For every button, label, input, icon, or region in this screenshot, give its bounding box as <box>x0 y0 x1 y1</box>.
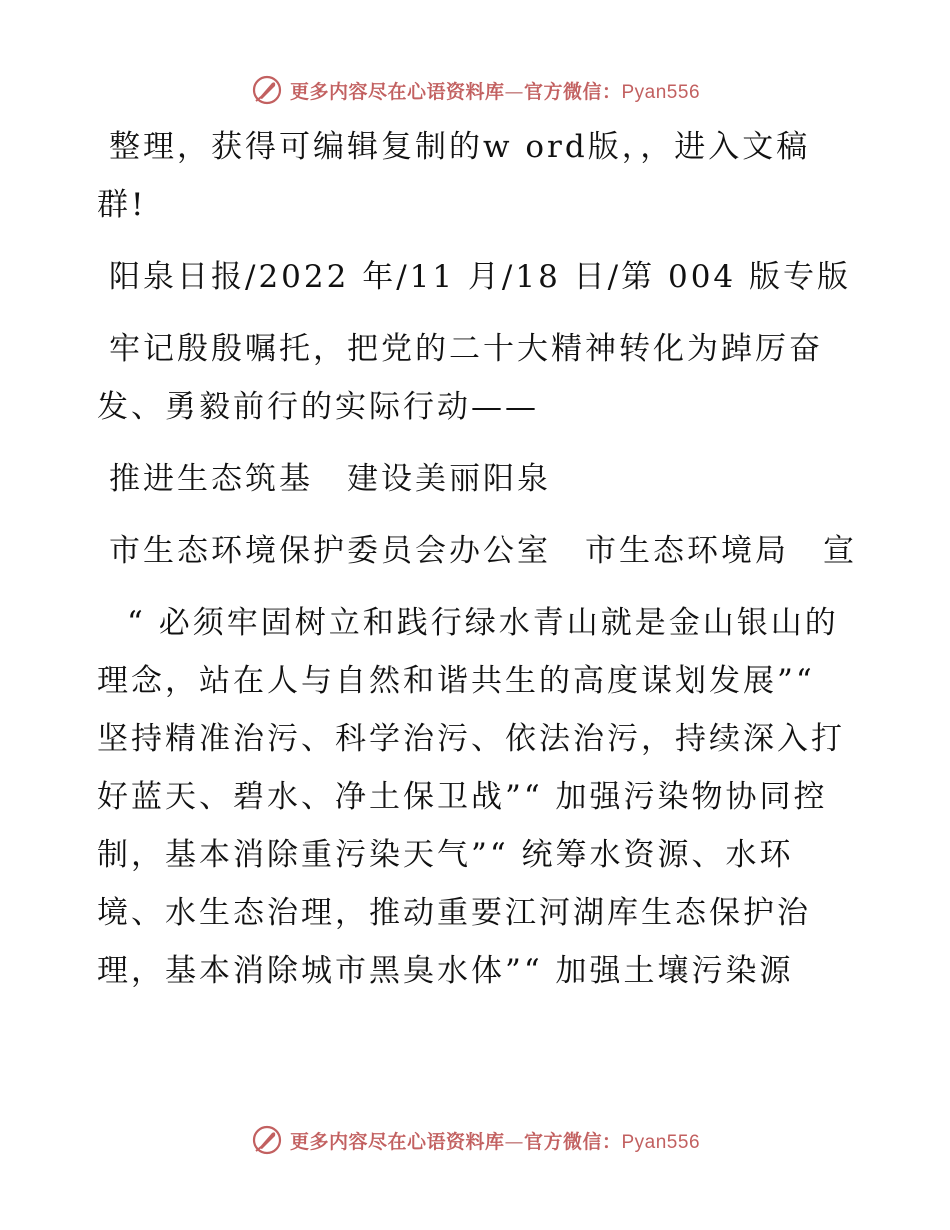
paragraph-intro: 整理，获得可编辑复制的w ord版，，进入文稿群! <box>97 129 811 223</box>
watermark-separator: — <box>504 80 524 103</box>
watermark-suffix: 官方微信： <box>523 80 622 103</box>
watermark-account: Pyan556 <box>621 81 701 103</box>
watermark-suffix: 官方微信： <box>523 1130 622 1153</box>
paragraph-headline: 推进生态筑基 建设美丽阳泉 <box>109 461 551 497</box>
paragraph-headline-kicker: 牢记殷殷嘱托，把党的二十大精神转化为踔厉奋发、勇毅前行的实际行动—— <box>97 331 823 425</box>
quill-pen-logo-icon <box>250 73 284 107</box>
watermark-text <box>290 1127 700 1154</box>
watermark-separator: — <box>504 1130 524 1153</box>
document-body <box>97 118 857 1014</box>
watermark-brand: 更多内容尽在心语资料库 <box>289 80 505 103</box>
quill-pen-logo-icon <box>250 1123 284 1157</box>
header-watermark <box>0 70 950 110</box>
watermark-text <box>290 77 700 104</box>
paragraph-body: “ 必须牢固树立和践行绿水青山就是金山银山的理念，站在人与自然和谐共生的高度谋划发展”“ 坚持精准治污、科学治污、依法治污，持续深入打好蓝天、碧水、净土保卫战”“ 加强污染物协同控制，基本消除重污染天气”“ 统筹水资源、水环境、水生态治理，推动重要江河湖库生态保护治理，基本消除城市黑臭水体”“ 加强土壤污染源 <box>97 605 845 989</box>
paragraph-byline: 市生态环境保护委员会办公室 市生态环境局 宣 <box>109 533 857 569</box>
paragraph-source: 阳泉日报/2022 年/11 月/18 日/第 004 版专版 <box>109 259 852 295</box>
watermark-account: Pyan556 <box>621 1131 701 1153</box>
watermark-brand: 更多内容尽在心语资料库 <box>289 1130 505 1153</box>
footer-watermark <box>0 1120 950 1160</box>
